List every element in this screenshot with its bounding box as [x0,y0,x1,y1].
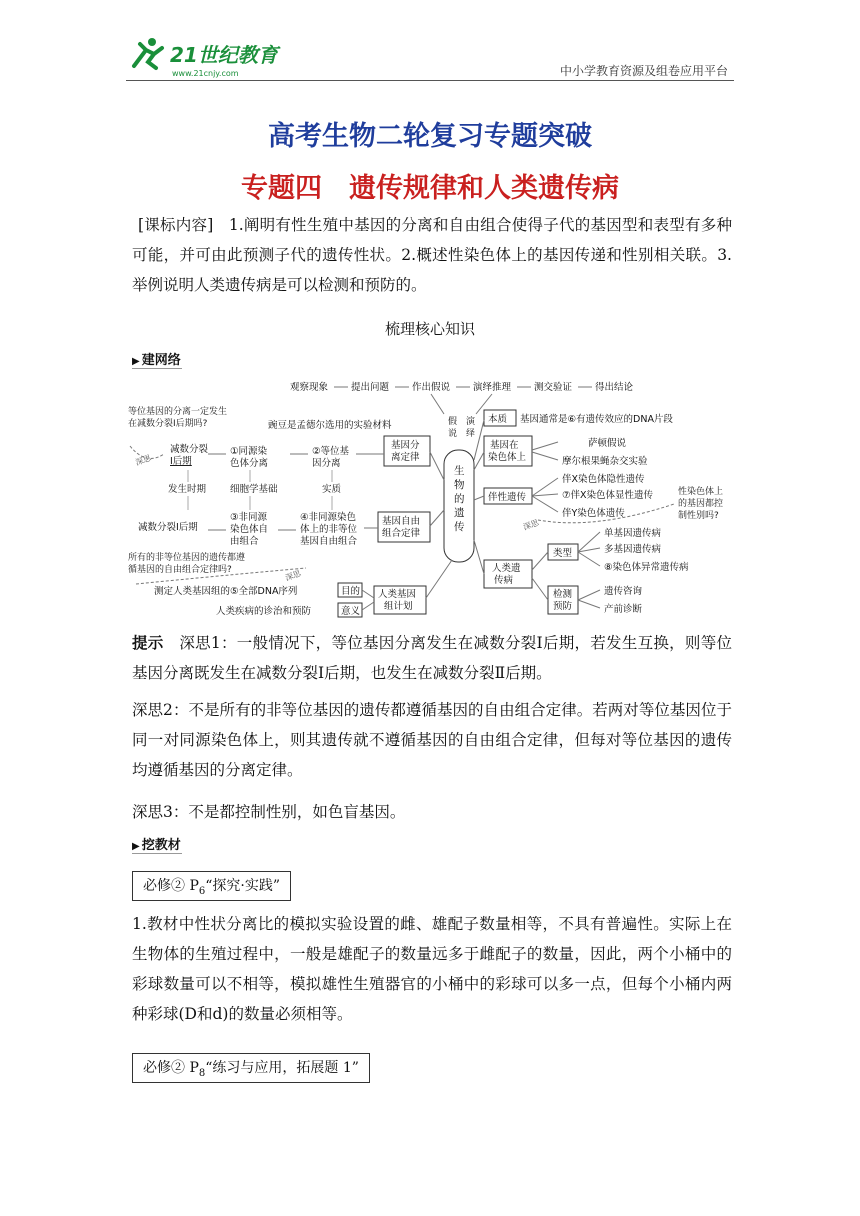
type-2: 多基因遗传病 [604,544,662,555]
textbook-underline [132,853,182,854]
kebiao-text: 1.阐明有性生殖中基因的分离和自由组合使得子代的基因型和表型有多种可能，并可由此预测子代的遗传性状。2.概述性染色体上的基因传递和性别相关联。3.举例说明人类遗传病是可以检测和预防的。 [132,216,732,294]
flow-step: 测交验证 [534,382,573,393]
textbook-ref-1: 必修② $P_6“$探究·实践” [132,871,291,901]
jiyinzu-box: 人类基因组计划 [378,589,417,612]
flow-step: 演绎推理 [473,382,512,393]
shensi-tag-3: 深思 [521,518,541,532]
shensi-tag: 深思 [134,453,153,468]
textbook-paragraph-1: 1.教材中性状分离比的模拟实验设置的雌、雄配子数量相等，不具有普遍性。实际上在生物体的生殖过程中，一般是雄配子的数量远多于雌配子的数量，因此，两个小桶中的彩球数量可以不相等，模拟雄性生殖器官的小桶中的彩球可以多一点，但每个小桶内两种彩球(D和d)的数量必须相等。 [132,915,732,1023]
triangle-icon: ▶ [132,841,140,852]
hint-label: 提示 [132,633,164,652]
hint-3: 深思3：不是都控制性别，如色盲基因。 [132,803,406,821]
jianshu-node-2: 减数分裂Ⅰ后期 [138,522,198,533]
xibao-label: 细胞学基础 [230,484,278,495]
prevent-2: 产前诊断 [604,604,643,615]
flow-step: 提出问题 [351,382,390,393]
jianshu-node: 减数分裂 Ⅰ后期 [170,444,209,467]
flow-step: 作出假说 [412,382,451,393]
hint-1 [132,628,732,688]
moergen-text: 摩尔根果蝇杂交实验 [562,456,648,467]
shensi-tag-2: 深思 [284,568,303,583]
kebiao-label: [课标内容] [138,216,214,234]
type-3: ⑧染色体异常遗传病 [604,562,689,573]
flow-step: 观察现象 [290,382,329,393]
section-heading: 梳理核心知识 [384,320,475,338]
page-title: 高考生物二轮复习专题突破 [268,121,592,152]
banxing-2: ⑦伴X染色体显性遗传 [562,490,654,501]
fashengshiqi-label: 发生时期 [168,484,207,495]
prevent-1: 遗传咨询 [604,586,643,597]
hint-2: 深思2：不是所有的非等位基因的遗传都遵循基因的自由组合定律。若两对等位基因位于同一对同源染色体上，则其遗传就不遵循基因的自由组合定律，但每对等位基因的遗传均遵循基因的分离定律。 [132,701,732,779]
network-underline [132,368,182,369]
page-subtitle: 专题四 遗传规律和人类遗传病 [241,173,619,204]
svg-text:21世纪教育: 21世纪教育 [170,43,278,67]
banxing-1: 伴X染色体隐性遗传 [562,474,645,485]
banxing-3: 伴Y染色体遗传 [562,508,625,519]
ceding-text: 测定人类基因组的⑤全部DNA序列 [154,586,298,597]
question-2: 所有的非等位基因的遗传都遵循基因的自由组合定律吗? [128,553,246,575]
node-4: ④非同源染色体上的非等位基因自由组合 [300,512,358,547]
flow-step: 得出结论 [595,382,634,393]
center-node: 生物的遗传 [454,465,465,533]
fenli-box: 基因分离定律 [391,440,420,463]
network-heading: ▶ 建网络 [132,353,181,368]
type-1: 单基因遗传病 [604,528,662,539]
runner-icon [134,44,162,68]
site-logo [126,36,296,80]
yanyi-label: 演绎 [466,417,476,439]
textbook-heading: ▶ 挖教材 [132,838,181,853]
yiyi-box: 意义 [341,606,361,617]
top-flow [290,381,634,393]
banxing-box: 伴性遗传 [488,492,527,503]
jiance-box: 检测预防 [553,589,573,612]
jiashuo-label: 假说 [448,417,458,439]
node-2: ②等位基因分离 [312,446,350,469]
renlei-box: 人类遗传病 [492,563,521,586]
node-1: ①同源染色体分离 [230,446,269,469]
ranseti-box: 基因在染色体上 [488,440,527,463]
ziyou-box: 基因自由组合定律 [382,516,421,539]
zhenzhi-text: 人类疾病的诊治和预防 [216,606,312,617]
concept-map [126,370,738,622]
wandou-text: 豌豆是孟德尔选用的实验材料 [268,420,392,431]
benzhi-box: 本质 [488,414,508,425]
header-divider [126,80,734,81]
svg-text:www.21cnjy.com: www.21cnjy.com [172,69,239,78]
node-3: ③非同源染色体自由组合 [230,512,269,547]
shizhi-label: 实质 [322,484,342,495]
header-slogan: 中小学教育资源及组卷应用平台 [559,64,728,78]
question-1: 等位基因的分离一定发生在减数分裂Ⅰ后期吗? [128,407,228,429]
textbook-ref-2: 必修② $P_8“$练习与应用，拓展题 1” [132,1053,370,1083]
kebiao-paragraph [132,210,732,300]
mudi-box: 目的 [341,586,361,597]
triangle-icon: ▶ [132,356,140,367]
sadun-text: 萨顿假说 [588,438,627,449]
benzhi-text: 基因通常是⑥有遗传效应的DNA片段 [520,414,673,425]
question-3: 性染色体上的基因都控制性别吗? [678,487,724,521]
leixing-box: 类型 [553,548,573,559]
hint-text-1: 深思1：一般情况下，等位基因分离发生在减数分裂Ⅰ后期，若发生互换，则等位基因分离既发生在减数分裂Ⅰ后期，也发生在减数分裂Ⅱ后期。 [132,634,732,682]
